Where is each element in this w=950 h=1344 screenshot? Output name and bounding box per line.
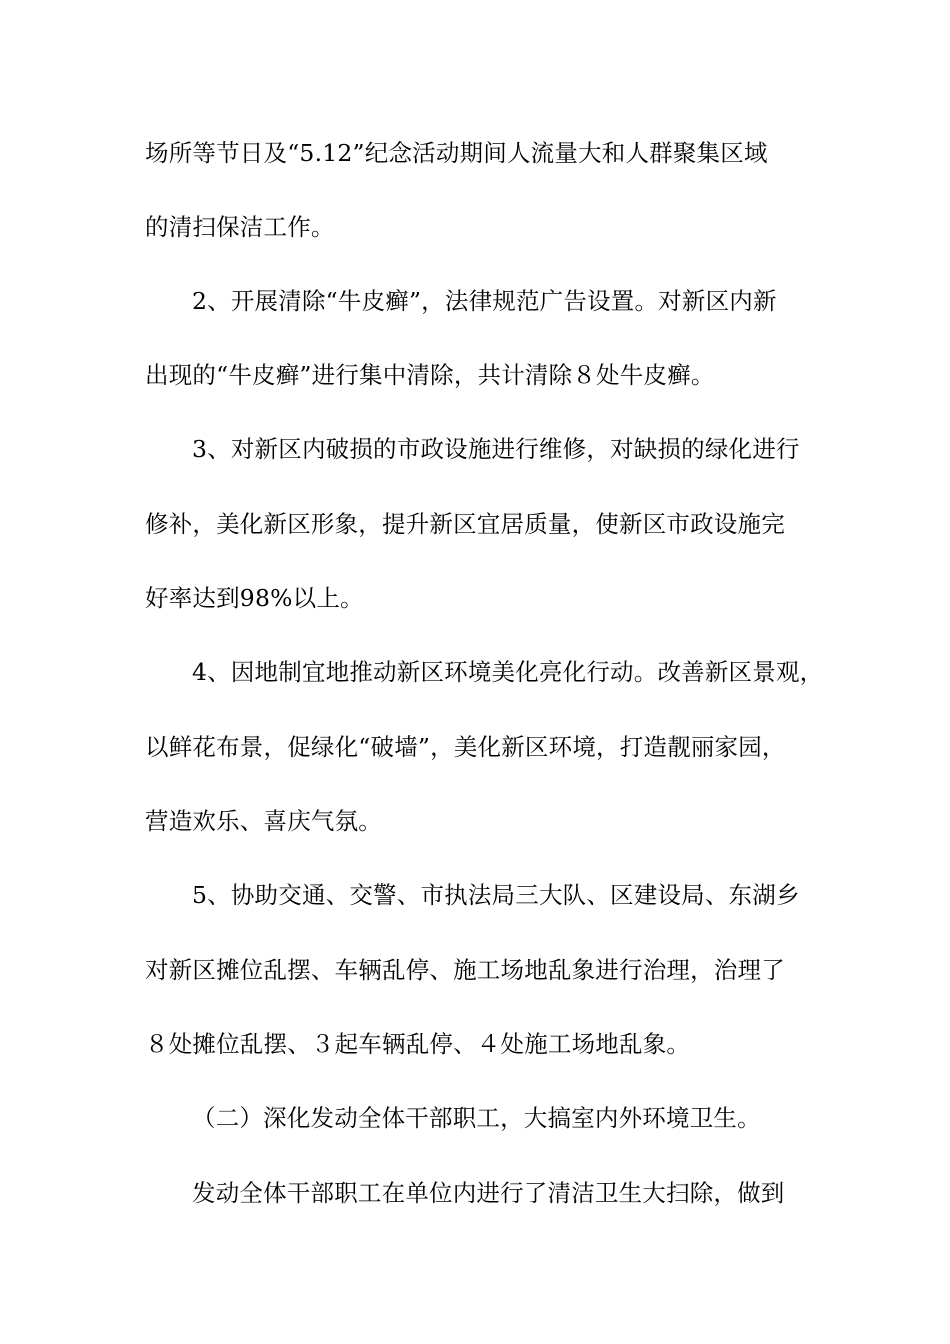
- paragraph-1-line-2: 的清扫保洁工作。: [145, 213, 335, 241]
- item-4-line-1: 4、因地制宜地推动新区环境美化亮化行动。改善新区景观，: [192, 658, 824, 686]
- item-3-line-3: 好率达到98%以上。: [145, 584, 364, 612]
- item-2-line-1: 2、开展清除“牛皮癣”，法律规范广告设置。对新区内新: [192, 287, 777, 315]
- item-5-line-1: 5、协助交通、交警、市执法局三大队、区建设局、东湖乡: [192, 881, 800, 909]
- item-3-line-1: 3、对新区内破损的市政设施进行维修，对缺损的绿化进行: [192, 435, 800, 463]
- section-paragraph-line-1: 发动全体干部职工在单位内进行了清洁卫生大扫除，做到: [192, 1179, 785, 1207]
- item-5-line-2: 对新区摊位乱摆、车辆乱停、施工场地乱象进行治理，治理了: [145, 956, 785, 984]
- item-5-line-3: ８处摊位乱摆、３起车辆乱停、４处施工场地乱象。: [145, 1030, 691, 1058]
- item-4-line-2: 以鲜花布景，促绿化“破墙”，美化新区环境，打造靓丽家园，: [145, 733, 786, 761]
- paragraph-1-line-1: 场所等节日及“5.12”纪念活动期间人流量大和人群聚集区域: [145, 139, 768, 167]
- item-3-line-2: 修补，美化新区形象，提升新区宜居质量，使新区市政设施完: [145, 510, 785, 538]
- item-4-line-3: 营造欢乐、喜庆气氛。: [145, 807, 382, 835]
- section-heading: （二）深化发动全体干部职工，大搞室内外环境卫生。: [192, 1104, 761, 1132]
- item-2-line-2: 出现的“牛皮癣”进行集中清除，共计清除８处牛皮癣。: [145, 361, 715, 389]
